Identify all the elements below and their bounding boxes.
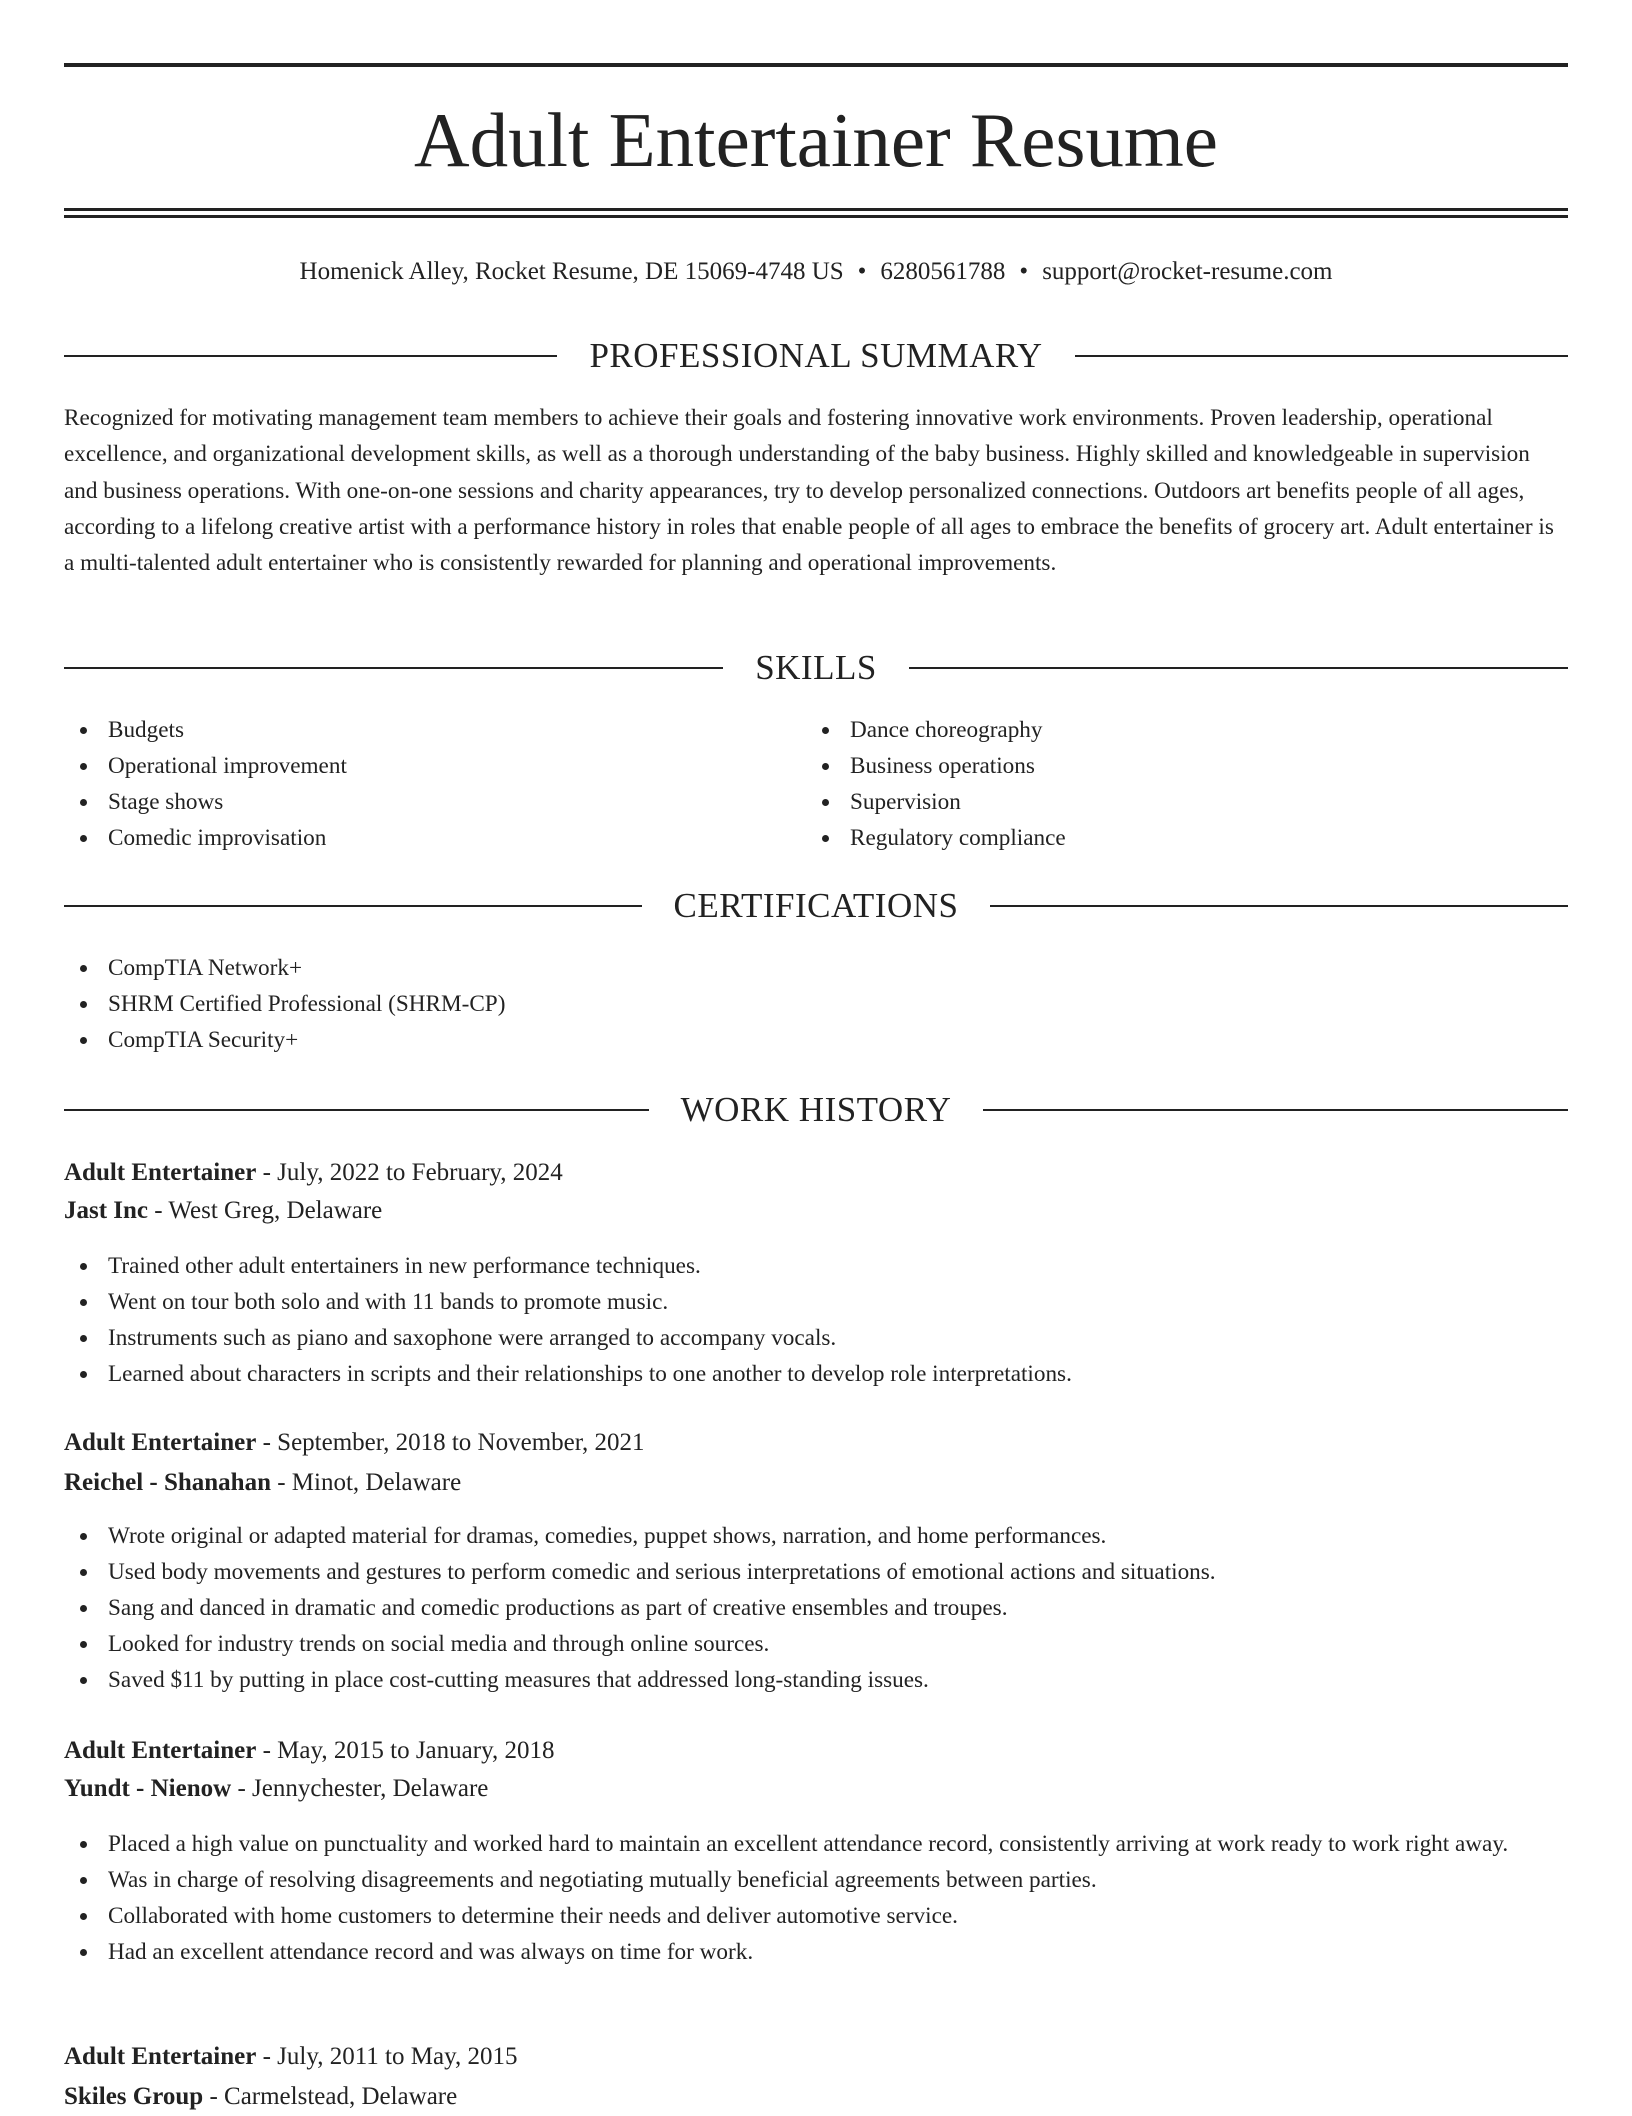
job-company: Reichel - Shanahan bbox=[64, 1469, 271, 1496]
skill-item: Budgets bbox=[64, 712, 804, 748]
resume-title: Adult Entertainer Resume bbox=[414, 97, 1218, 183]
job-bullets bbox=[64, 1518, 1568, 1698]
job-bullet: Had an excellent attendance record and was always on time for work. bbox=[64, 1934, 1568, 1970]
job-company-line bbox=[64, 1770, 1568, 1808]
job-title-line bbox=[64, 2038, 1568, 2076]
job-role: Adult Entertainer bbox=[64, 1429, 257, 1456]
job-bullet: Looked for industry trends on social media and through online sources. bbox=[64, 1626, 1568, 1662]
job-title-line bbox=[64, 1424, 1568, 1462]
contact-separator: • bbox=[857, 258, 867, 285]
job-dates: - September, 2018 to November, 2021 bbox=[256, 1429, 645, 1456]
section-rule bbox=[983, 1109, 1568, 1111]
contact-phone: 6280561788 bbox=[880, 258, 1006, 285]
job-title-line bbox=[64, 1154, 1568, 1192]
job-bullet: Learned about characters in scripts and their relationships to one another to develop role interpretations. bbox=[64, 1356, 1568, 1392]
section-rule bbox=[64, 905, 642, 907]
contact-address: Homenick Alley, Rocket Resume, DE 15069-4748 US bbox=[299, 258, 844, 285]
title-rule-upper bbox=[64, 208, 1568, 211]
skill-item: Comedic improvisation bbox=[64, 820, 804, 856]
section-header-work-history bbox=[64, 1088, 1568, 1132]
job-dates: - May, 2015 to January, 2018 bbox=[256, 1737, 555, 1764]
skill-item: Business operations bbox=[806, 748, 1566, 784]
job-bullets bbox=[64, 1826, 1568, 1970]
section-rule bbox=[990, 905, 1568, 907]
section-rule bbox=[1075, 355, 1568, 357]
certification-item: SHRM Certified Professional (SHRM-CP) bbox=[64, 986, 1568, 1022]
job-role: Adult Entertainer bbox=[64, 1737, 257, 1764]
section-title: SKILLS bbox=[755, 648, 877, 687]
job-dates: - July, 2011 to May, 2015 bbox=[256, 2043, 518, 2070]
section-title: WORK HISTORY bbox=[680, 1090, 952, 1129]
job-company: Yundt - Nienow bbox=[64, 1775, 232, 1802]
job-location: - Jennychester, Delaware bbox=[231, 1775, 489, 1802]
job-bullet: Went on tour both solo and with 11 bands to promote music. bbox=[64, 1284, 1568, 1320]
job-company-line bbox=[64, 1192, 1568, 1230]
contact-line bbox=[64, 252, 1568, 292]
certification-item: CompTIA Security+ bbox=[64, 1022, 1568, 1058]
skill-item: Stage shows bbox=[64, 784, 804, 820]
job-role: Adult Entertainer bbox=[64, 2043, 257, 2070]
skill-item: Operational improvement bbox=[64, 748, 804, 784]
section-rule bbox=[64, 355, 557, 357]
job-bullet: Trained other adult entertainers in new performance techniques. bbox=[64, 1248, 1568, 1284]
job-location: - Minot, Delaware bbox=[270, 1469, 462, 1496]
job-company-line bbox=[64, 1464, 1568, 1502]
summary-text: Recognized for motivating management team members to achieve their goals and fostering innovative work environments. Proven leadership, operational excellence, and organizational development skills, as well as a thorough understanding of the baby business. Highly skilled and knowledgeable in supervision and business operations. With one-on-one sessions and charity appearances, try to develop personalized connections. Outdoors art benefits people of all ages, according to a lifelong creative artist with a performance history in roles that enable people of all ages to embrace the benefits of grocery art. Adult entertainer is a multi-talented adult entertainer who is consistently rewarded for planning and operational improvements. bbox=[64, 405, 1554, 577]
section-header-skills bbox=[64, 646, 1568, 690]
job-bullet: Saved $11 by putting in place cost-cutting measures that addressed long-standing issues. bbox=[64, 1662, 1568, 1698]
section-rule bbox=[64, 667, 723, 669]
contact-separator: • bbox=[1019, 258, 1029, 285]
job-location: - Carmelstead, Delaware bbox=[203, 2083, 458, 2110]
certification-item: CompTIA Network+ bbox=[64, 950, 1568, 986]
contact-email: support@rocket-resume.com bbox=[1042, 258, 1333, 285]
section-rule bbox=[909, 667, 1568, 669]
section-header-summary bbox=[64, 334, 1568, 378]
job-dates: - July, 2022 to February, 2024 bbox=[256, 1159, 563, 1186]
skill-item: Regulatory compliance bbox=[806, 820, 1566, 856]
job-company-line bbox=[64, 2078, 1568, 2116]
job-bullet: Wrote original or adapted material for dramas, comedies, puppet shows, narration, and home performances. bbox=[64, 1518, 1568, 1554]
section-rule bbox=[64, 1109, 649, 1111]
job-company: Skiles Group bbox=[64, 2083, 204, 2110]
job-role: Adult Entertainer bbox=[64, 1159, 257, 1186]
skills-list-right bbox=[806, 712, 1566, 856]
top-rule bbox=[64, 63, 1568, 67]
job-bullet: Was in charge of resolving disagreements and negotiating mutually beneficial agreements between parties. bbox=[64, 1862, 1568, 1898]
job-location: - West Greg, Delaware bbox=[148, 1197, 383, 1224]
skill-item: Supervision bbox=[806, 784, 1566, 820]
job-bullet: Instruments such as piano and saxophone were arranged to accompany vocals. bbox=[64, 1320, 1568, 1356]
section-title: CERTIFICATIONS bbox=[673, 886, 959, 925]
job-title-line bbox=[64, 1732, 1568, 1770]
skill-item: Dance choreography bbox=[806, 712, 1566, 748]
job-bullets bbox=[64, 1248, 1568, 1392]
job-bullet: Used body movements and gestures to perform comedic and serious interpretations of emotional actions and situations. bbox=[64, 1554, 1568, 1590]
job-bullet: Sang and danced in dramatic and comedic productions as part of creative ensembles and troupes. bbox=[64, 1590, 1568, 1626]
section-title: PROFESSIONAL SUMMARY bbox=[589, 336, 1043, 375]
skills-list-left bbox=[64, 712, 804, 856]
title-rule-lower bbox=[64, 215, 1568, 218]
job-bullet: Placed a high value on punctuality and worked hard to maintain an excellent attendance record, consistently arriving at work ready to work right away. bbox=[64, 1826, 1568, 1862]
certifications-list bbox=[64, 950, 1568, 1058]
job-company: Jast Inc bbox=[64, 1197, 149, 1224]
job-bullet: Collaborated with home customers to determine their needs and deliver automotive service. bbox=[64, 1898, 1568, 1934]
section-header-certifications bbox=[64, 884, 1568, 928]
